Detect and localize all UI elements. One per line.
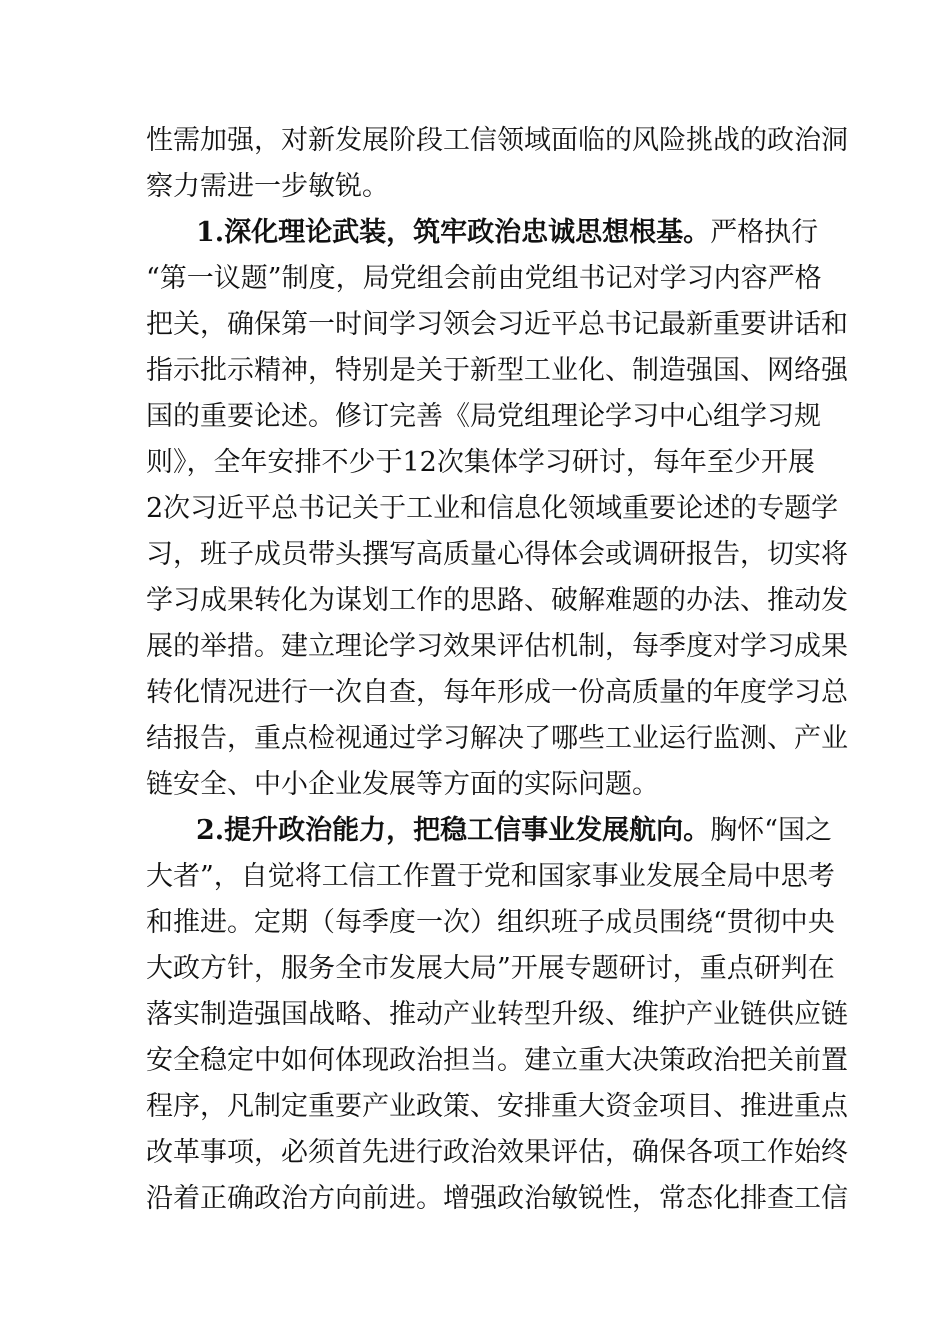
body-text-line: 大者”，自觉将工信工作置于党和国家事业发展全局中思考 — [146, 861, 835, 892]
body-text-line: 大政方针，服务全市发展大局”开展专题研讨，重点研判在 — [146, 953, 835, 984]
body-text-line: 结报告，重点检视通过学习解决了哪些工业运行监测、产业 — [146, 723, 848, 754]
section-1-first-line — [196, 214, 819, 252]
section-1-heading: 1.深化理论武装，筑牢政治忠诚思想根基。 — [196, 217, 711, 248]
body-text-line: 国的重要论述。修订完善《局党组理论学习中心组学习规 — [146, 401, 821, 432]
body-text-line: 习，班子成员带头撰写高质量心得体会或调研报告，切实将 — [146, 539, 848, 570]
body-text-line: “第一议题”制度，局党组会前由党组书记对学习内容严格 — [146, 263, 822, 294]
section-2-heading: 2.提升政治能力，把稳工信事业发展航向。 — [196, 815, 711, 846]
body-text-line: 2次习近平总书记关于工业和信息化领域重要论述的专题学 — [146, 493, 839, 524]
section-2-first-line — [196, 812, 832, 850]
body-text-line: 安全稳定中如何体现政治担当。建立重大决策政治把关前置 — [146, 1045, 848, 1076]
body-text-line: 转化情况进行一次自查，每年形成一份高质量的年度学习总 — [146, 677, 848, 708]
body-text-line: 沿着正确政治方向前进。增强政治敏锐性，常态化排查工信 — [146, 1183, 848, 1214]
body-text-line: 指示批示精神，特别是关于新型工业化、制造强国、网络强 — [146, 355, 848, 386]
body-text-line: 察力需进一步敏锐。 — [146, 171, 389, 202]
body-text-line: 程序，凡制定重要产业政策、安排重大资金项目、推进重点 — [146, 1091, 848, 1122]
section-1-first-line-text: 严格执行 — [710, 217, 819, 248]
section-2-first-line-text: 胸怀“国之 — [710, 815, 832, 846]
body-text-line: 链安全、中小企业发展等方面的实际问题。 — [146, 769, 659, 800]
body-text-line: 和推进。定期（每季度一次）组织班子成员围绕“贯彻中央 — [146, 907, 835, 938]
body-text-line: 展的举措。建立理论学习效果评估机制，每季度对学习成果 — [146, 631, 848, 662]
body-text-line: 性需加强，对新发展阶段工信领域面临的风险挑战的政治洞 — [146, 125, 848, 156]
body-text-line: 改革事项，必须首先进行政治效果评估，确保各项工作始终 — [146, 1137, 848, 1168]
body-text-line: 学习成果转化为谋划工作的思路、破解难题的办法、推动发 — [146, 585, 848, 616]
body-text-line: 把关，确保第一时间学习领会习近平总书记最新重要讲话和 — [146, 309, 848, 340]
body-text-line: 落实制造强国战略、推动产业转型升级、维护产业链供应链 — [146, 999, 848, 1030]
body-text-line: 则》，全年安排不少于12次集体学习研讨，每年至少开展 — [146, 447, 815, 478]
